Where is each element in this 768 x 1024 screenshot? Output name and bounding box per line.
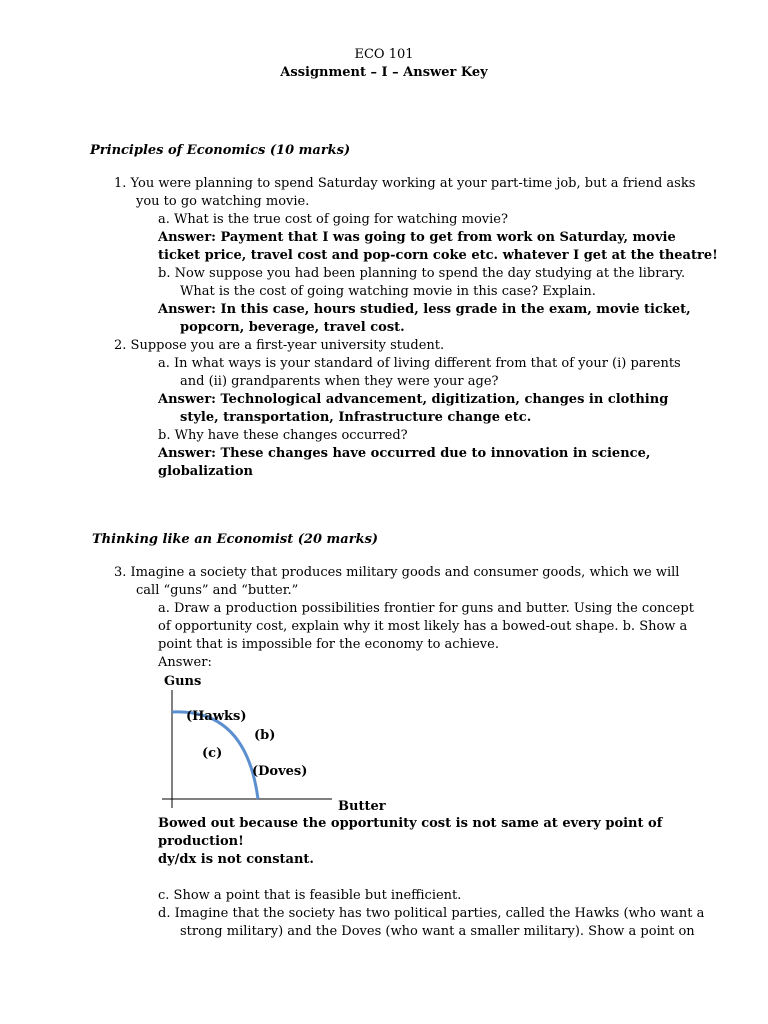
q3-text-line2: call “guns” and “butter.” bbox=[136, 583, 299, 598]
section-heading-principles: Principles of Economics (10 marks) bbox=[90, 143, 351, 158]
q3a-question-line1: a. Draw a production possibilities frontier for guns and butter. Using the concept bbox=[158, 601, 694, 616]
q2a-answer-line1: Answer: Technological advancement, digitization, changes in clothing bbox=[158, 392, 669, 407]
y-axis-label-guns: Guns bbox=[164, 674, 202, 689]
point-label-doves: (Doves) bbox=[252, 764, 308, 779]
q3-answer-label: Answer: bbox=[158, 655, 212, 670]
q1-text-line1: 1. You were planning to spend Saturday working at your part-time job, but a friend asks bbox=[114, 176, 696, 191]
q3a-question-line2: of opportunity cost, explain why it most likely has a bowed-out shape. b. Show a bbox=[158, 619, 688, 634]
q1-text-line2: you to go watching movie. bbox=[136, 194, 310, 209]
q3-explanation-line3: dy/dx is not constant. bbox=[158, 852, 314, 867]
q1a-answer-line1: Answer: Payment that I was going to get from work on Saturday, movie bbox=[158, 230, 676, 245]
point-label-hawks: (Hawks) bbox=[186, 709, 247, 724]
q2b-answer-line1: Answer: These changes have occurred due to innovation in science, bbox=[158, 446, 651, 461]
point-label-b: (b) bbox=[254, 728, 276, 743]
q1a-question: a. What is the true cost of going for watching movie? bbox=[158, 212, 508, 227]
q2-text: 2. Suppose you are a first-year university student. bbox=[114, 338, 445, 353]
q1a-answer-line2: ticket price, travel cost and pop-corn coke etc. whatever I get at the theatre! bbox=[158, 248, 718, 263]
q2b-question: b. Why have these changes occurred? bbox=[158, 428, 408, 443]
q1b-question-line2: What is the cost of going watching movie in this case? Explain. bbox=[180, 284, 596, 299]
q1b-answer-line2: popcorn, beverage, travel cost. bbox=[180, 320, 405, 335]
q1b-question-line1: b. Now suppose you had been planning to spend the day studying at the library. bbox=[158, 266, 686, 281]
q3-explanation-line1: Bowed out because the opportunity cost is not same at every point of bbox=[158, 816, 663, 831]
q3-text-line1: 3. Imagine a society that produces military goods and consumer goods, which we will bbox=[114, 565, 680, 580]
q2b-answer-line2: globalization bbox=[158, 464, 253, 479]
section-heading-economist: Thinking like an Economist (20 marks) bbox=[92, 532, 379, 547]
q3c-question: c. Show a point that is feasible but inefficient. bbox=[158, 888, 462, 903]
q2a-answer-line2: style, transportation, Infrastructure change etc. bbox=[180, 410, 532, 425]
q3d-question-line1: d. Imagine that the society has two political parties, called the Hawks (who want a bbox=[158, 906, 705, 921]
q3d-question-line2: strong military) and the Doves (who want a smaller military). Show a point on bbox=[180, 924, 695, 939]
q2a-question-line2: and (ii) grandparents when they were your age? bbox=[180, 374, 499, 389]
ppf-diagram bbox=[150, 668, 390, 818]
document-title: Assignment – I – Answer Key bbox=[280, 65, 488, 80]
q1b-answer-line1: Answer: In this case, hours studied, less grade in the exam, movie ticket, bbox=[158, 302, 691, 317]
course-code: ECO 101 bbox=[354, 47, 414, 62]
q3-explanation-line2: production! bbox=[158, 834, 244, 849]
q2a-question-line1: a. In what ways is your standard of living different from that of your (i) parents bbox=[158, 356, 681, 371]
point-label-c: (c) bbox=[202, 746, 223, 761]
q3a-question-line3: point that is impossible for the economy to achieve. bbox=[158, 637, 499, 652]
x-axis-label-butter: Butter bbox=[338, 799, 386, 814]
